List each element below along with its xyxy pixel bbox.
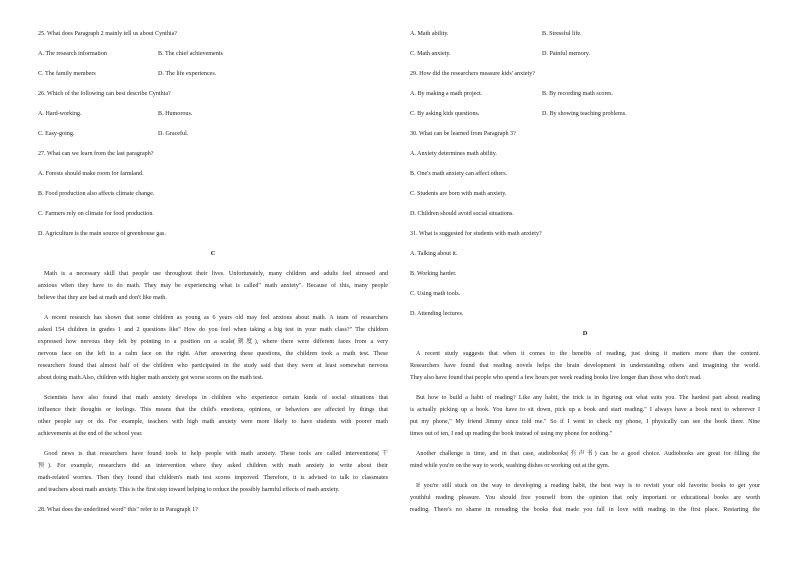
q26-option-b: B. Humorous. <box>158 111 193 117</box>
passage-c-line: and teachers about math anxiety. This is the first step toward helping to reduce the possibly harmful effects of math anxiety. <box>38 487 340 493</box>
passage-c-line: anxious when they have to do math. They may be experiencing what is called" math anxiety". Because of this, many people <box>38 283 388 289</box>
section-heading-d: D <box>582 330 588 337</box>
q30-option-b: B. One's math anxiety can affect others. <box>410 171 508 177</box>
q30-option-c: C. Students are born with math anxiety. <box>410 191 507 197</box>
q30-option-d: D. Children should avoid social situations. <box>410 211 514 217</box>
q25-option-c: C. The family members <box>38 71 96 77</box>
q29-option-c: C. By asking kids questions. <box>410 111 480 117</box>
q31-option-a: A. Talking about it. <box>410 251 458 257</box>
q29-option-b: B. By recording math scores. <box>542 91 614 97</box>
passage-d-line: mind while you're on the way to work, washing dishes or working out at the gym. <box>410 463 610 469</box>
q25-option-b: B. The chief achievements <box>158 51 223 57</box>
passage-d-line: youthful reading pleasure. You should free yourself from the opinion that only important or educational books are worth <box>410 495 760 501</box>
passage-d-line: They also have found that people who spend a few hours per week reading books live longer than those who don't read. <box>410 375 702 381</box>
passage-d-line: is actually picking up a book. You have to sit down, pick up a book and start reading." I always have a book next to wherever I <box>410 407 760 413</box>
passage-c-line: Good news is that researchers have found tools to help people with math anxiety. These tools are called interventions(干 <box>44 451 388 457</box>
q28-option-c: C. Math anxiety. <box>410 51 451 57</box>
q26-stem: 26. Which of the following can best describe Cynthia? <box>38 91 171 97</box>
q27-stem: 27. What can we learn from the last paragraph? <box>38 151 154 157</box>
passage-c-line: about doing math.Also, children with higher math anxiety got worse scores on the math test. <box>38 375 264 381</box>
q31-option-d: D. Attending lectures. <box>410 311 464 317</box>
q28-option-d: D. Painful memory. <box>542 51 591 57</box>
q29-option-a: A. By making a math project. <box>410 91 483 97</box>
q31-option-b: B. Working harder. <box>410 271 457 277</box>
q28-stem: 28. What does the underlined word" this" refer to in Paragraph 1? <box>38 507 198 513</box>
passage-d-line: Researchers have found that reading novels helps the brain development in understanding others and imagining the world. <box>410 363 760 369</box>
q27-option-c: C. Farmers rely on climate for food production. <box>38 211 154 217</box>
q25-option-d: D. The life experiences. <box>158 71 217 77</box>
passage-d-line: A recent study suggests that when it comes to the benefits of reading, just doing it matters more than the content. <box>416 351 760 357</box>
q27-option-d: D. Agriculture is the main source of greenhouse gas. <box>38 231 166 237</box>
passage-c-line: nervous face on the left to a calm face on the right. After answering these questions, the children took a math test. These <box>38 351 388 357</box>
passage-d-line: put my phone," My friend Jimmy since told me." So if I went to check my phone, I physically can see the book there. Nine <box>410 419 760 425</box>
q31-option-c: C. Using math tools. <box>410 291 461 297</box>
passage-d-line: reading. There's no shame in rereading the books that made you fall in love with reading in the first place. Restarting the <box>410 507 760 513</box>
q25-stem: 25. What does Paragraph 2 mainly tell us about Cynthia? <box>38 31 177 37</box>
passage-c-line: math-related worries. Then they found that children's math test scores improved. Therefore, it is advised to talk to classmates <box>38 475 388 481</box>
q31-stem: 31. What is suggested for students with math anxiety? <box>410 231 542 237</box>
passage-d-line: If you're still stuck on the way to developing a reading habit, the best way is to revisit your old favorite books to get your <box>416 483 760 489</box>
q25-option-a: A. The research information <box>38 51 107 57</box>
q27-option-b: B. Food production also affects climate change. <box>38 191 155 197</box>
passage-c-line: expressed how nervous they felt by pointing to a position on a scale(刻度), where there were different faces from a very <box>38 339 388 345</box>
section-heading-c: C <box>210 250 216 257</box>
q30-stem: 30. What can be learned from Paragraph 3? <box>410 131 516 137</box>
passage-c-line: 预). For example, researchers did an intervention where they asked children with math anxiety to write about their <box>38 463 388 469</box>
passage-c-line: other people say or do. For example, teachers with high math anxiety were more likely to have students with poorer math <box>38 419 388 425</box>
q27-option-a: A. Forests should make room for farmland. <box>38 171 144 177</box>
q29-stem: 29. How did the researchers measure kids' anxiety? <box>410 71 535 77</box>
q28-option-a: A. Math ability. <box>410 31 449 37</box>
passage-c-line: Scientists have also found that math anxiety develops in children who experience certain kinds of social situations that <box>44 395 388 401</box>
passage-c-line: influence their thoughts or feelings. This means that the child's emotions, opinions, or behaviors are affected by things that <box>38 407 388 413</box>
passage-c-line: Math is a necessary skill that people use throughout their lives. Unfortunately, many children and adults feel stressed and <box>44 271 388 277</box>
q30-option-a: A. Anxiety determines math ability. <box>410 151 497 157</box>
q29-option-d: D. By showing teaching problems. <box>542 111 627 117</box>
q26-option-a: A. Hard-working. <box>38 111 82 117</box>
passage-c-line: believe that they are bad at math and don't like math. <box>38 295 167 301</box>
passage-d-line: But how to build a habit of reading? Like any habit, the trick is in figuring out what suits you. The hardest part about reading <box>416 395 760 401</box>
passage-c-line: asked 154 children in grades 1 and 2 questions like" How do you feel when taking a big test in your math class?" The children <box>38 327 388 333</box>
passage-d-line: Another challenge is time, and in that case, audiobooks(有声书) can be a good choice. Audiobooks are great for filling the <box>416 451 760 457</box>
passage-c-line: researchers found that almost half of the children who participated in the study said that they were at least somewhat nervous <box>38 363 388 369</box>
q26-option-c: C. Easy-going. <box>38 131 75 137</box>
passage-d-line: times out of ten, I end up reading the book instead of using my phone for nothing." <box>410 431 613 437</box>
passage-c-line: A recent research has shown that some children as young as 6 years old may feel anxious about math. A team of researchers <box>44 315 388 321</box>
passage-c-line: achievements at the end of the school year. <box>38 431 143 437</box>
q26-option-d: D. Graceful. <box>158 131 189 137</box>
q28-option-b: B. Stressful life. <box>542 31 582 37</box>
